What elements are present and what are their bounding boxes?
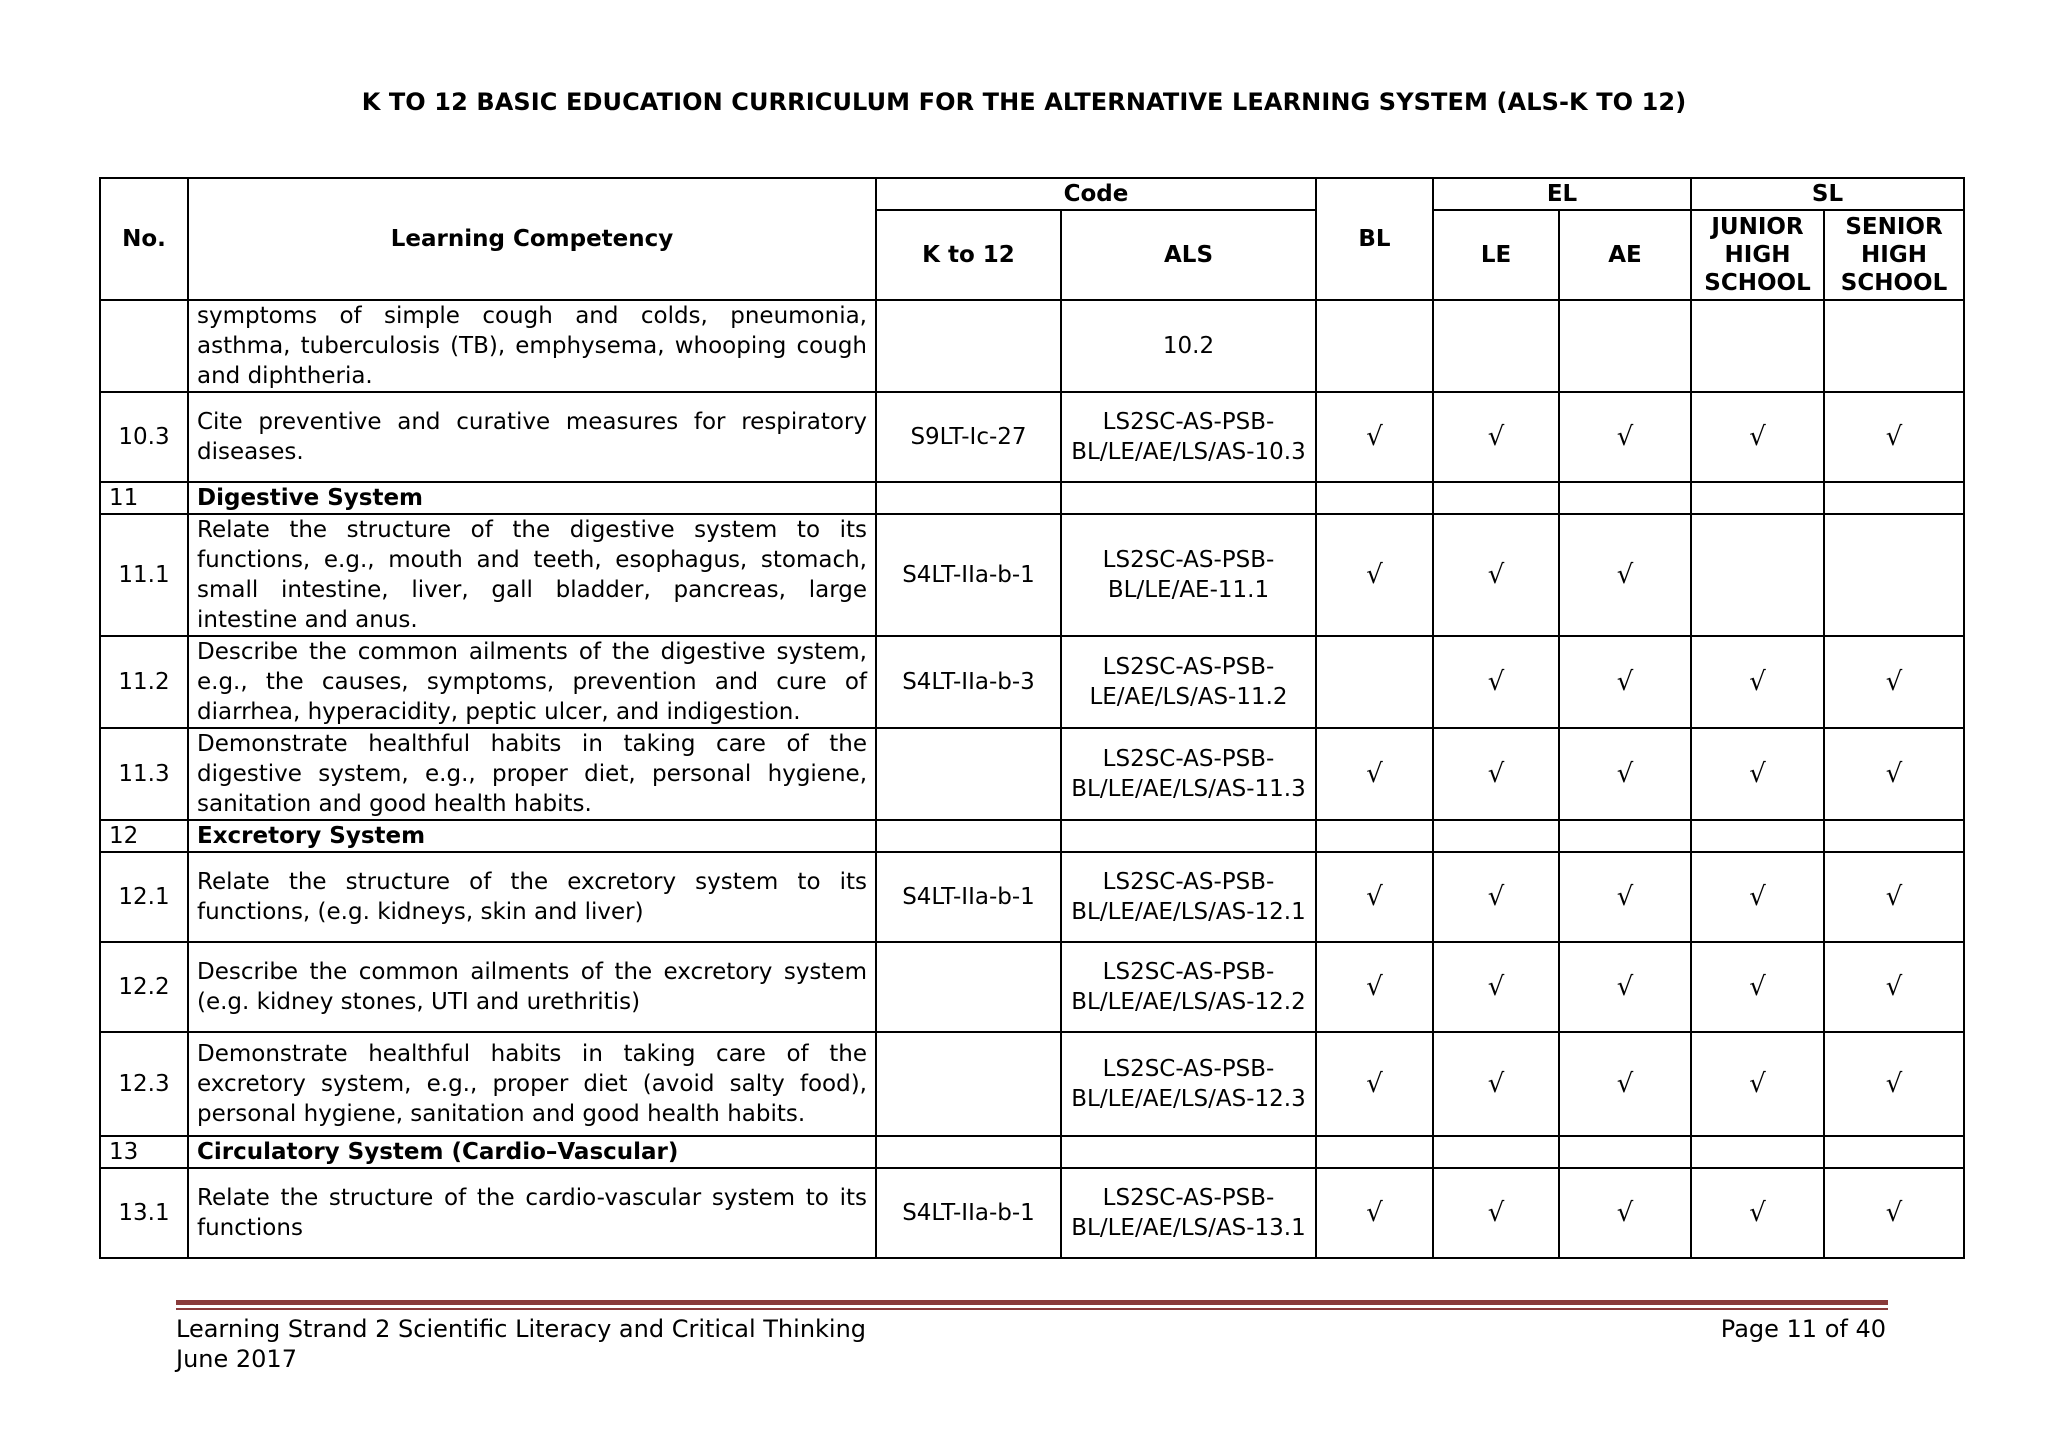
row-jhs: √: [1691, 852, 1824, 942]
row-ae: √: [1559, 1032, 1691, 1136]
row-als-code: LS2SC-AS-PSB-BL/LE/AE/LS/AS-13.1: [1061, 1168, 1316, 1258]
row-number: 11.1: [100, 514, 188, 636]
row-number: 12: [100, 820, 188, 852]
row-k12-code: [876, 1136, 1061, 1168]
row-k12-code: S4LT-IIa-b-3: [876, 636, 1061, 728]
row-als-code: LS2SC-AS-PSB-BL/LE/AE/LS/AS-10.3: [1061, 392, 1316, 482]
row-bl: √: [1316, 514, 1433, 636]
row-competency: Describe the common ailments of the digestive system, e.g., the causes, symptoms, prevention and cure of diarrhea, hyperacidity, peptic ulcer, and indigestion.: [188, 636, 876, 728]
row-shs: √: [1824, 852, 1964, 942]
header-ae: AE: [1559, 210, 1691, 300]
row-shs: [1824, 1136, 1964, 1168]
row-shs: √: [1824, 728, 1964, 820]
row-bl: √: [1316, 728, 1433, 820]
footer-strand: Learning Strand 2 Scientific Literacy and Critical Thinking: [176, 1315, 867, 1343]
row-competency: symptoms of simple cough and colds, pneumonia, asthma, tuberculosis (TB), emphysema, whooping cough and diphtheria.: [188, 300, 876, 392]
row-le: √: [1433, 942, 1559, 1032]
row-jhs: √: [1691, 728, 1824, 820]
row-le: √: [1433, 728, 1559, 820]
row-number: 10.3: [100, 392, 188, 482]
row-jhs: √: [1691, 1168, 1824, 1258]
row-k12-code: [876, 482, 1061, 514]
row-jhs: [1691, 1136, 1824, 1168]
row-competency: Cite preventive and curative measures for respiratory diseases.: [188, 392, 876, 482]
row-jhs: [1691, 300, 1824, 392]
row-bl: [1316, 482, 1433, 514]
row-bl: √: [1316, 1168, 1433, 1258]
row-bl: [1316, 636, 1433, 728]
row-k12-code: [876, 942, 1061, 1032]
row-als-code: LS2SC-AS-PSB-BL/LE/AE/LS/AS-11.3: [1061, 728, 1316, 820]
section-heading: Circulatory System (Cardio–Vascular): [188, 1136, 876, 1168]
section-row: [100, 482, 1964, 514]
row-le: √: [1433, 1032, 1559, 1136]
row-shs: [1824, 514, 1964, 636]
header-competency: Learning Competency: [188, 178, 876, 300]
row-k12-code: [876, 300, 1061, 392]
row-competency: Demonstrate healthful habits in taking care of the excretory system, e.g., proper diet (avoid salty food), personal hygiene, sanitation and good health habits.: [188, 1032, 876, 1136]
row-ae: [1559, 482, 1691, 514]
header-shs: SENIOR HIGH SCHOOL: [1824, 210, 1964, 300]
row-jhs: √: [1691, 942, 1824, 1032]
row-shs: √: [1824, 1032, 1964, 1136]
footer-rule: [176, 1300, 1888, 1305]
header-el: EL: [1433, 178, 1691, 210]
row-le: [1433, 482, 1559, 514]
row-jhs: √: [1691, 636, 1824, 728]
row-number: 12.2: [100, 942, 188, 1032]
curriculum-table: [99, 177, 1965, 1259]
row-competency: Demonstrate healthful habits in taking care of the digestive system, e.g., proper diet, personal hygiene, sanitation and good health habits.: [188, 728, 876, 820]
table-row: [100, 852, 1964, 942]
table-row: [100, 728, 1964, 820]
row-als-code: [1061, 1136, 1316, 1168]
row-shs: [1824, 300, 1964, 392]
section-heading: Excretory System: [188, 820, 876, 852]
row-shs: [1824, 820, 1964, 852]
table-row: [100, 1032, 1964, 1136]
row-le: √: [1433, 514, 1559, 636]
row-shs: √: [1824, 392, 1964, 482]
row-number: 13.1: [100, 1168, 188, 1258]
row-competency: Relate the structure of the digestive system to its functions, e.g., mouth and teeth, esophagus, stomach, small intestine, liver, gall bladder, pancreas, large intestine and anus.: [188, 514, 876, 636]
row-k12-code: S4LT-IIa-b-1: [876, 514, 1061, 636]
row-le: [1433, 300, 1559, 392]
row-als-code: 10.2: [1061, 300, 1316, 392]
footer-rule-thin: [176, 1308, 1888, 1310]
row-jhs: [1691, 482, 1824, 514]
header-code: Code: [876, 178, 1316, 210]
row-bl: [1316, 1136, 1433, 1168]
row-jhs: √: [1691, 392, 1824, 482]
row-bl: [1316, 820, 1433, 852]
row-le: [1433, 820, 1559, 852]
row-shs: √: [1824, 942, 1964, 1032]
table-header: [100, 178, 1964, 300]
table-row: [100, 514, 1964, 636]
row-als-code: LS2SC-AS-PSB-BL/LE/AE/LS/AS-12.2: [1061, 942, 1316, 1032]
row-ae: √: [1559, 636, 1691, 728]
row-le: √: [1433, 392, 1559, 482]
header-k12: K to 12: [876, 210, 1061, 300]
row-ae: √: [1559, 514, 1691, 636]
row-number: 12.3: [100, 1032, 188, 1136]
row-bl: [1316, 300, 1433, 392]
row-k12-code: S9LT-Ic-27: [876, 392, 1061, 482]
row-ae: [1559, 300, 1691, 392]
table-row: [100, 300, 1964, 392]
row-k12-code: [876, 820, 1061, 852]
header-jhs: JUNIOR HIGH SCHOOL: [1691, 210, 1824, 300]
section-row: [100, 1136, 1964, 1168]
row-ae: √: [1559, 392, 1691, 482]
header-bl: BL: [1316, 178, 1433, 300]
row-shs: √: [1824, 636, 1964, 728]
header-als: ALS: [1061, 210, 1316, 300]
row-jhs: [1691, 514, 1824, 636]
row-number: 13: [100, 1136, 188, 1168]
row-number: 11: [100, 482, 188, 514]
row-competency: Relate the structure of the cardio-vascular system to its functions: [188, 1168, 876, 1258]
row-number: 11.3: [100, 728, 188, 820]
row-bl: √: [1316, 942, 1433, 1032]
row-le: [1433, 1136, 1559, 1168]
header-no: No.: [100, 178, 188, 300]
row-als-code: [1061, 482, 1316, 514]
row-als-code: LS2SC-AS-PSB-BL/LE/AE/LS/AS-12.3: [1061, 1032, 1316, 1136]
page-number: Page 11 of 40: [1720, 1315, 1886, 1343]
row-als-code: [1061, 820, 1316, 852]
row-number: [100, 300, 188, 392]
table-row: [100, 392, 1964, 482]
row-bl: √: [1316, 1032, 1433, 1136]
row-number: 11.2: [100, 636, 188, 728]
row-als-code: LS2SC-AS-PSB-BL/LE/AE/LS/AS-12.1: [1061, 852, 1316, 942]
row-bl: √: [1316, 852, 1433, 942]
row-le: √: [1433, 636, 1559, 728]
row-shs: √: [1824, 1168, 1964, 1258]
row-k12-code: S4LT-IIa-b-1: [876, 852, 1061, 942]
footer-date: June 2017: [176, 1345, 297, 1373]
row-ae: √: [1559, 942, 1691, 1032]
row-k12-code: [876, 1032, 1061, 1136]
row-number: 12.1: [100, 852, 188, 942]
row-competency: Describe the common ailments of the excretory system (e.g. kidney stones, UTI and urethritis): [188, 942, 876, 1032]
footer-left: [176, 1314, 866, 1374]
page-title: K TO 12 BASIC EDUCATION CURRICULUM FOR THE ALTERNATIVE LEARNING SYSTEM (ALS-K TO 12): [361, 88, 1687, 116]
section-row: [100, 820, 1964, 852]
row-ae: [1559, 1136, 1691, 1168]
table-row: [100, 1168, 1964, 1258]
row-jhs: [1691, 820, 1824, 852]
row-k12-code: [876, 728, 1061, 820]
row-ae: √: [1559, 852, 1691, 942]
row-ae: √: [1559, 1168, 1691, 1258]
row-bl: √: [1316, 392, 1433, 482]
row-shs: [1824, 482, 1964, 514]
table-row: [100, 942, 1964, 1032]
table-body: [100, 300, 1964, 1258]
row-k12-code: S4LT-IIa-b-1: [876, 1168, 1061, 1258]
row-als-code: LS2SC-AS-PSB-LE/AE/LS/AS-11.2: [1061, 636, 1316, 728]
row-competency: Relate the structure of the excretory system to its functions, (e.g. kidneys, skin and liver): [188, 852, 876, 942]
row-le: √: [1433, 1168, 1559, 1258]
row-le: √: [1433, 852, 1559, 942]
header-le: LE: [1433, 210, 1559, 300]
section-heading: Digestive System: [188, 482, 876, 514]
header-sl: SL: [1691, 178, 1964, 210]
row-jhs: √: [1691, 1032, 1824, 1136]
row-ae: [1559, 820, 1691, 852]
table-row: [100, 636, 1964, 728]
row-ae: √: [1559, 728, 1691, 820]
row-als-code: LS2SC-AS-PSB-BL/LE/AE-11.1: [1061, 514, 1316, 636]
